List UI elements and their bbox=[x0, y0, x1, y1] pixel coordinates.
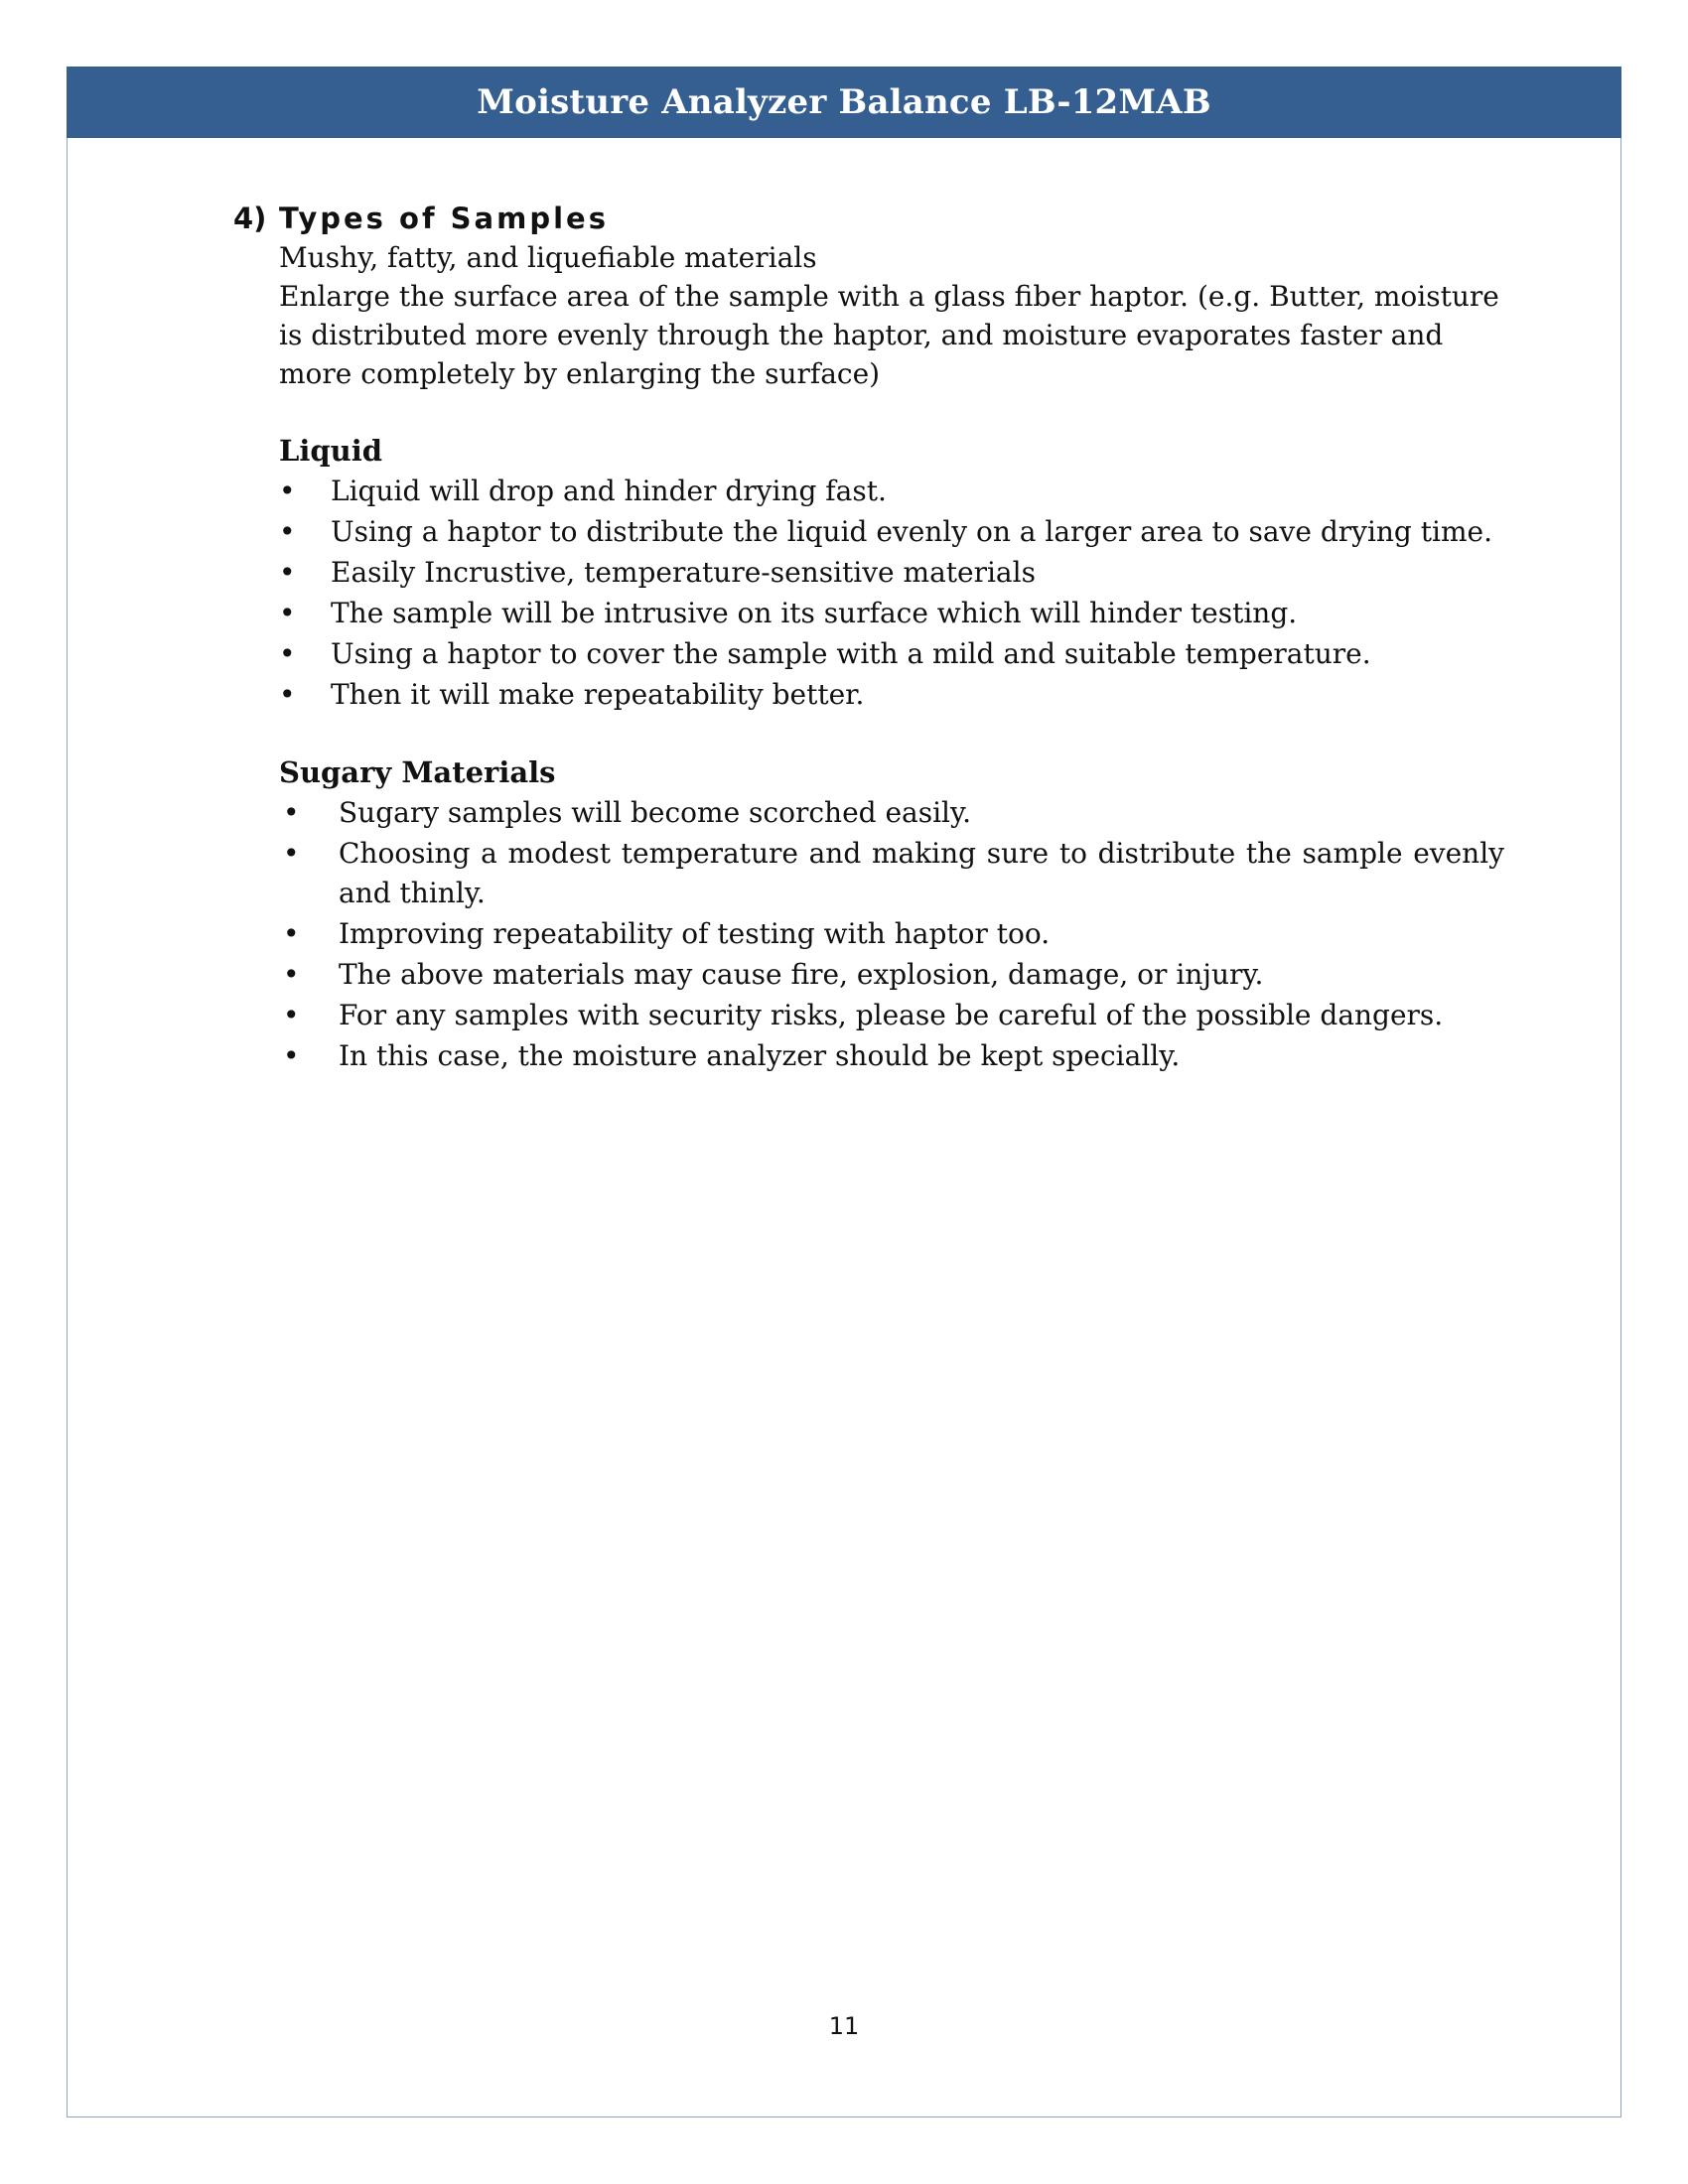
list-item-text: Then it will make repeatability better. bbox=[331, 678, 865, 711]
sugary-list bbox=[279, 793, 1504, 1076]
intro-paragraph: Enlarge the surface area of the sample with a glass fiber haptor. (e.g. Butter, moisture is distributed more evenly through the haptor, and moisture evaporates faster and more completely by enlarging the surface) bbox=[279, 280, 1499, 390]
section-heading bbox=[233, 199, 1504, 238]
list-item bbox=[279, 634, 1504, 674]
bullet-icon: • bbox=[279, 556, 296, 589]
list-item bbox=[279, 472, 1504, 511]
list-item bbox=[279, 955, 1504, 995]
list-item bbox=[279, 914, 1504, 954]
page-content bbox=[233, 199, 1504, 1076]
bullet-icon: • bbox=[283, 958, 300, 991]
bullet-icon: • bbox=[283, 917, 300, 950]
bullet-icon: • bbox=[279, 475, 296, 507]
bullet-icon: • bbox=[283, 999, 300, 1031]
bullet-icon: • bbox=[283, 1039, 300, 1072]
list-item-text: Choosing a modest temperature and making sure to distribute the sample evenly and thinly. bbox=[339, 837, 1504, 909]
list-item bbox=[279, 1036, 1504, 1076]
bullet-icon: • bbox=[283, 837, 300, 870]
section-title: Types of Samples bbox=[279, 202, 609, 235]
list-item bbox=[279, 996, 1504, 1035]
list-item-text: Using a haptor to distribute the liquid evenly on a larger area to save drying time. bbox=[331, 515, 1492, 548]
bullet-icon: • bbox=[279, 678, 296, 711]
list-item-text: In this case, the moisture analyzer should be kept specially. bbox=[339, 1039, 1181, 1072]
page-number: 11 bbox=[828, 2012, 860, 2040]
list-item-text: Easily Incrustive, temperature-sensitive materials bbox=[331, 556, 1036, 589]
list-item-text: Using a haptor to cover the sample with a mild and suitable temperature. bbox=[331, 637, 1371, 670]
list-item bbox=[279, 793, 1504, 833]
bullet-icon: • bbox=[279, 637, 296, 670]
bullet-icon: • bbox=[279, 515, 296, 548]
list-item bbox=[279, 553, 1504, 593]
bullet-icon: • bbox=[279, 597, 296, 629]
liquid-heading: Liquid bbox=[279, 434, 383, 468]
liquid-list bbox=[279, 472, 1504, 715]
list-item bbox=[279, 675, 1504, 715]
list-item-text: Liquid will drop and hinder drying fast. bbox=[331, 475, 887, 507]
list-item-text: The sample will be intrusive on its surface which will hinder testing. bbox=[331, 597, 1298, 629]
section-number: 4) bbox=[233, 202, 267, 235]
list-item bbox=[279, 512, 1504, 552]
list-item-text: Sugary samples will become scorched easily. bbox=[339, 796, 971, 829]
intro-line: Mushy, fatty, and liquefiable materials bbox=[279, 241, 817, 274]
header-banner bbox=[67, 67, 1621, 138]
list-item-text: Improving repeatability of testing with haptor too. bbox=[339, 917, 1051, 950]
list-item-text: For any samples with security risks, please be careful of the possible dangers. bbox=[339, 999, 1444, 1031]
bullet-icon: • bbox=[283, 796, 300, 829]
document-title: Moisture Analyzer Balance LB-12MAB bbox=[477, 82, 1211, 122]
list-item bbox=[279, 834, 1504, 913]
list-item-text: The above materials may cause fire, explosion, damage, or injury. bbox=[339, 958, 1264, 991]
list-item bbox=[279, 594, 1504, 633]
sugary-heading: Sugary Materials bbox=[279, 755, 556, 789]
